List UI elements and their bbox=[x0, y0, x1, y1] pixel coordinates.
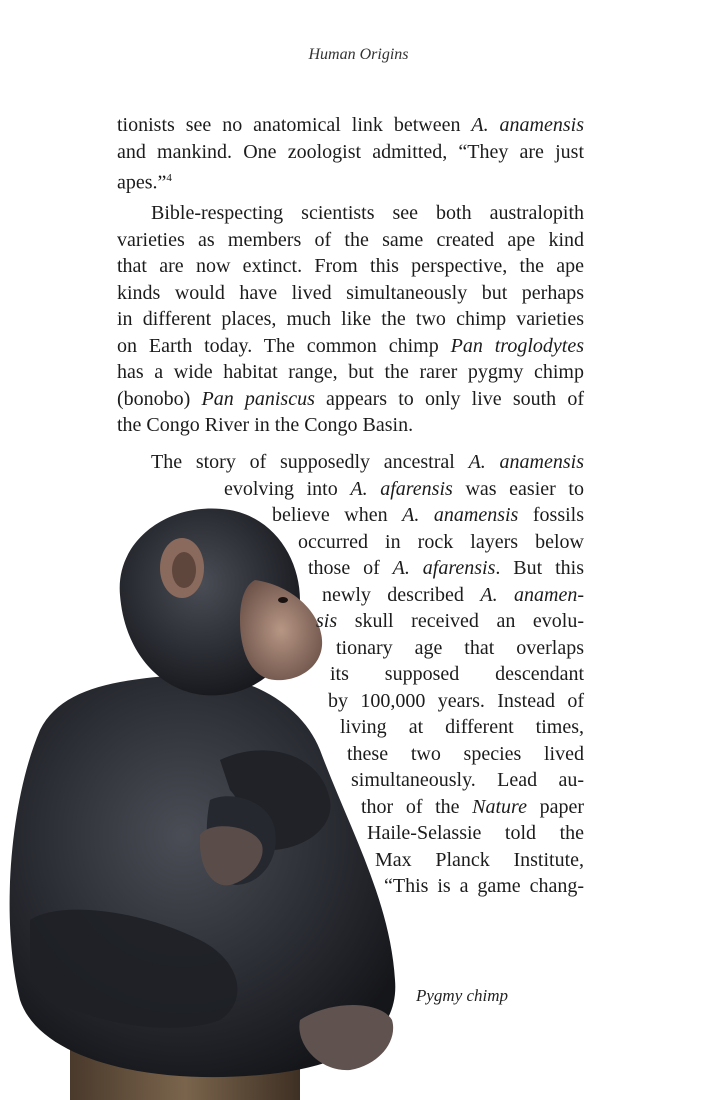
text-line: the Congo River in the Congo Basin. bbox=[117, 414, 414, 436]
text-line: in different places, much like the two chimp varieties bbox=[117, 308, 584, 330]
text-line: these two species lived bbox=[347, 743, 584, 765]
text-line: Haile-Selassie told the bbox=[367, 822, 584, 844]
text-line: Bible-respecting scientists see both australopith bbox=[151, 202, 584, 224]
text-line: has a wide habitat range, but the rarer pygmy chimp bbox=[117, 361, 584, 383]
text-line: believe when A. anamensis fossils bbox=[272, 504, 584, 526]
text-line: tionists see no anatomical link between A. anamensis bbox=[117, 114, 584, 136]
text-line: “This is a game chang- bbox=[384, 875, 584, 897]
text-line: varieties as members of the same created ape kind bbox=[117, 228, 584, 251]
text-line: and mankind. One zoologist admitted, “They are just bbox=[117, 140, 584, 163]
text-line: kinds would have lived simultaneously but perhaps bbox=[117, 281, 584, 304]
text-line: evolving into A. afarensis was easier to bbox=[224, 478, 584, 500]
text-line: The story of supposedly ancestral A. anamensis bbox=[151, 451, 584, 473]
text-line: thor of the Nature paper bbox=[361, 796, 584, 818]
text-line: its supposed descendant bbox=[330, 663, 584, 685]
text-line: that are now extinct. From this perspective, the ape bbox=[117, 255, 584, 277]
text-line: tionary age that overlaps bbox=[336, 637, 584, 659]
figure-caption: Pygmy chimp bbox=[416, 986, 509, 1005]
running-head: Human Origins bbox=[308, 46, 409, 63]
text-line: sis skull received an evolu- bbox=[316, 610, 584, 632]
text-line: (bonobo) Pan paniscus appears to only live south of bbox=[117, 387, 584, 410]
text-line: those of A. afarensis. But this bbox=[308, 557, 584, 579]
text-line: simultaneously. Lead au- bbox=[351, 769, 584, 791]
paragraph-2 bbox=[117, 200, 584, 439]
text-line: Max Planck Institute, bbox=[375, 849, 584, 871]
text-line: newly described A. anamen- bbox=[322, 584, 584, 606]
text-line: by 100,000 years. Instead of bbox=[328, 690, 584, 712]
footnote-marker: 4 bbox=[166, 172, 172, 184]
text-line: apes.”$^4$ bbox=[117, 171, 172, 194]
text-line: on Earth today. The common chimp Pan troglodytes bbox=[117, 334, 584, 357]
paragraph-1 bbox=[117, 112, 584, 196]
text-line: living at different times, bbox=[340, 716, 584, 738]
text-line: occurred in rock layers below bbox=[298, 531, 584, 553]
